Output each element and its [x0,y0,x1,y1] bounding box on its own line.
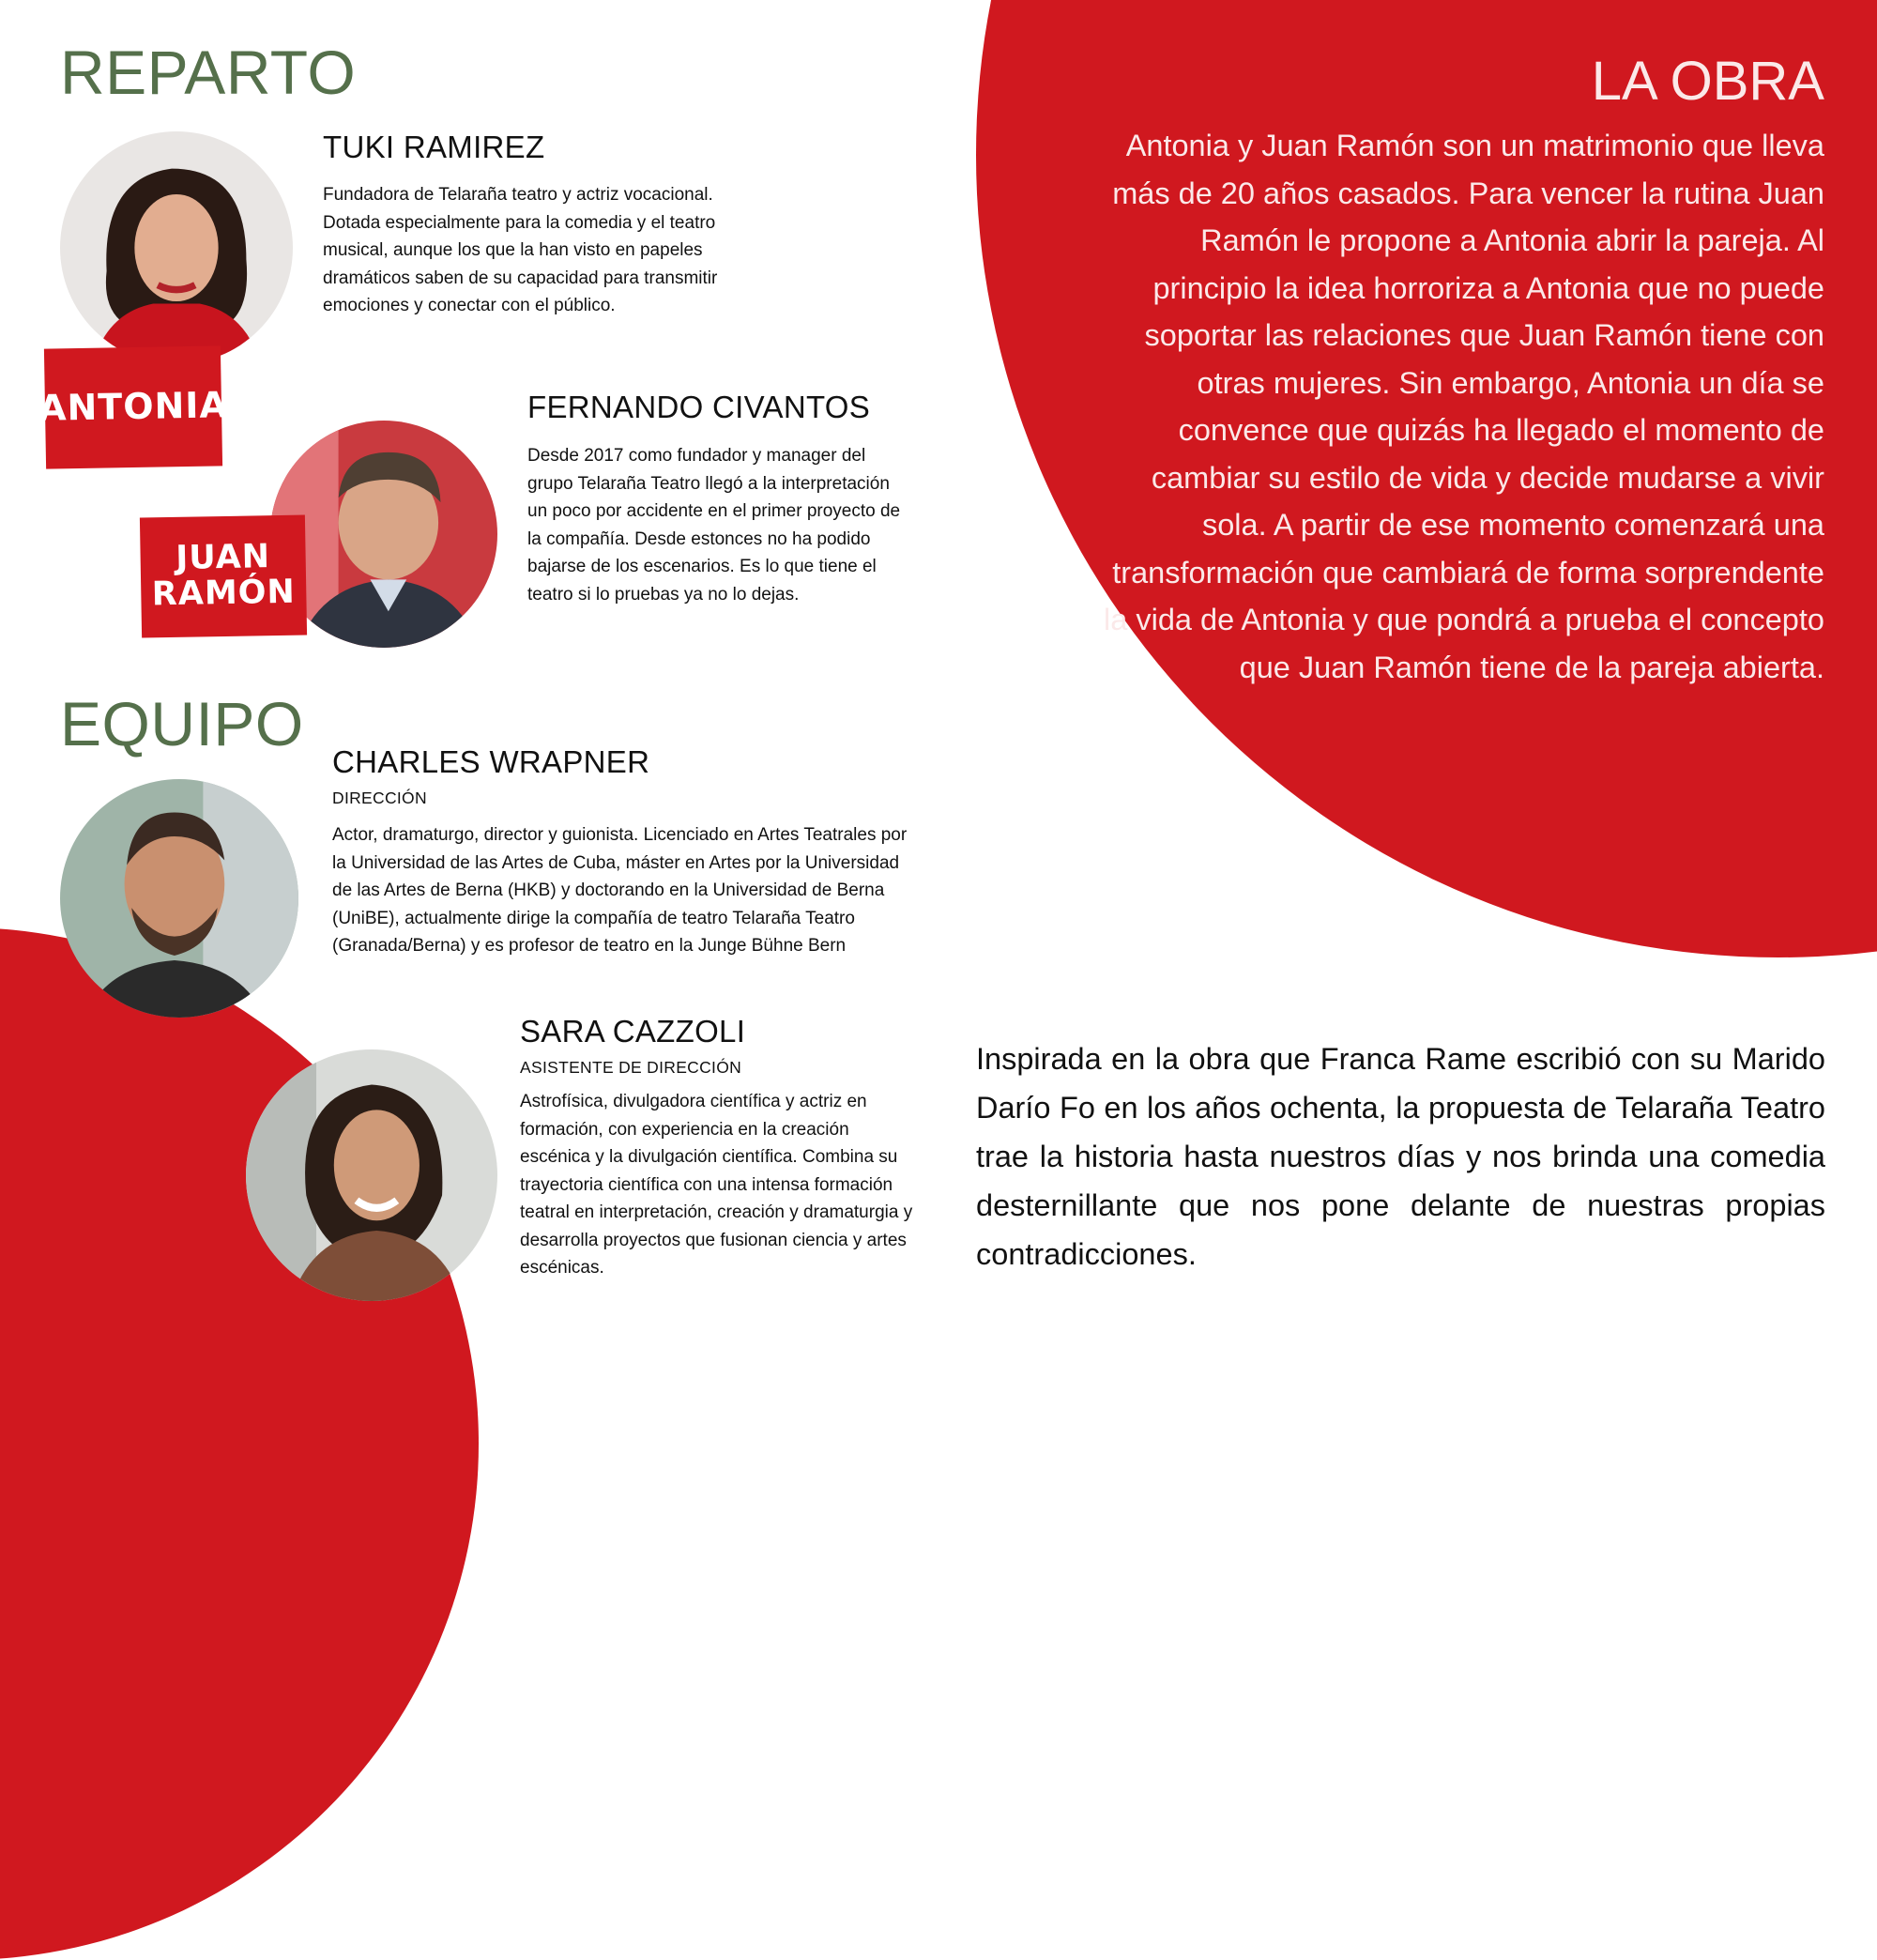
crew-role-charles-wrapner: DIRECCIÓN [332,789,427,807]
cast-name-tuki-ramirez: TUKI RAMIREZ [323,130,545,164]
cast-bio-tuki-ramirez: Fundadora de Telaraña teatro y actriz vocacional. Dotada especialmente para la comedia y el teatro musical, aunque los que la han visto en papeles dramáticos saben de su capacidad para transmitir emociones y conectar con el público. [323,185,718,315]
la-obra-synopsis: Antonia y Juan Ramón son un matrimonio que lleva más de 20 años casados. Para vencer la rutina Juan Ramón le propone a Antonia abrir la pareja. Al principio la idea horroriza a Antonia que no puede soportar las relaciones que Juan Ramón tiene con otras mujeres. Sin embargo, Antonia un día se convence que quizás ha llegado el momento de cambiar su estilo de vida y decide mudarse a vivir sola. A partir de ese momento comenzará una transformación que cambiará de forma sorprendente la vida de Antonia y que pondrá a prueba el concepto que Juan Ramón tiene de la pareja abierta. [1104,129,1824,684]
crew-bio-sara-cazzoli: Astrofísica, divulgadora científica y actriz en formación, con experiencia en la creación escénica y la divulgación científica. Combina su trayectoria científica con una intensa formación teatral en interpretación, creación y dramaturgia y desarrolla proyectos que fusionan ciencia y artes escénicas. [520,1092,913,1278]
character-tag-juan-ramon [140,514,307,637]
cast-bio-fernando-civantos: Desde 2017 como fundador y manager del grupo Telaraña Teatro llegó a la interpretación un poco por accidente en el primer proyecto de la compañía. Desde estonces no ha podido bajarse de los escenarios. Es lo que tiene el teatro si lo pruebas ya no lo dejas. [527,446,901,605]
character-tag-line-1: JUAN [175,538,271,578]
sara-cazzoli-photo [246,1049,497,1301]
character-tag-antonia: ANTONIA [44,345,222,468]
la-obra-title: LA OBRA [1591,51,1824,112]
charles-wrapner-photo [60,779,298,1018]
crew-name-charles-wrapner: CHARLES WRAPNER [332,744,650,779]
cast-name-fernando-civantos: FERNANDO CIVANTOS [527,390,871,424]
equipo-title: EQUIPO [60,689,304,758]
reparto-title: REPARTO [60,38,357,107]
inspiration-paragraph: Inspirada en la obra que Franca Rame escribió con su Marido Darío Fo en los años ochenta, la propuesta de Telaraña Teatro trae la historia hasta nuestros días y nos brinda una comedia desternillante que nos pone delante de nuestras propias contradicciones. [976,1042,1825,1271]
character-tag-line-2: RAMÓN [151,573,297,614]
tuki-ramirez-photo [60,131,293,364]
crew-role-sara-cazzoli: ASISTENTE DE DIRECCIÓN [520,1058,742,1077]
crew-name-sara-cazzoli: SARA CAZZOLI [520,1014,746,1049]
crew-bio-charles-wrapner: Actor, dramaturgo, director y guionista. Licenciado en Artes Teatrales por la Universidad de las Artes de Cuba, máster en Artes por la Universidad de las Artes de Berna (HKB) y doctorando en la Universidad de Berna (UniBE), actualmente dirige la compañía de teatro Telaraña Teatro (Granada/Berna) y es profesor de teatro en la Junge Bühne Bern [332,825,908,956]
